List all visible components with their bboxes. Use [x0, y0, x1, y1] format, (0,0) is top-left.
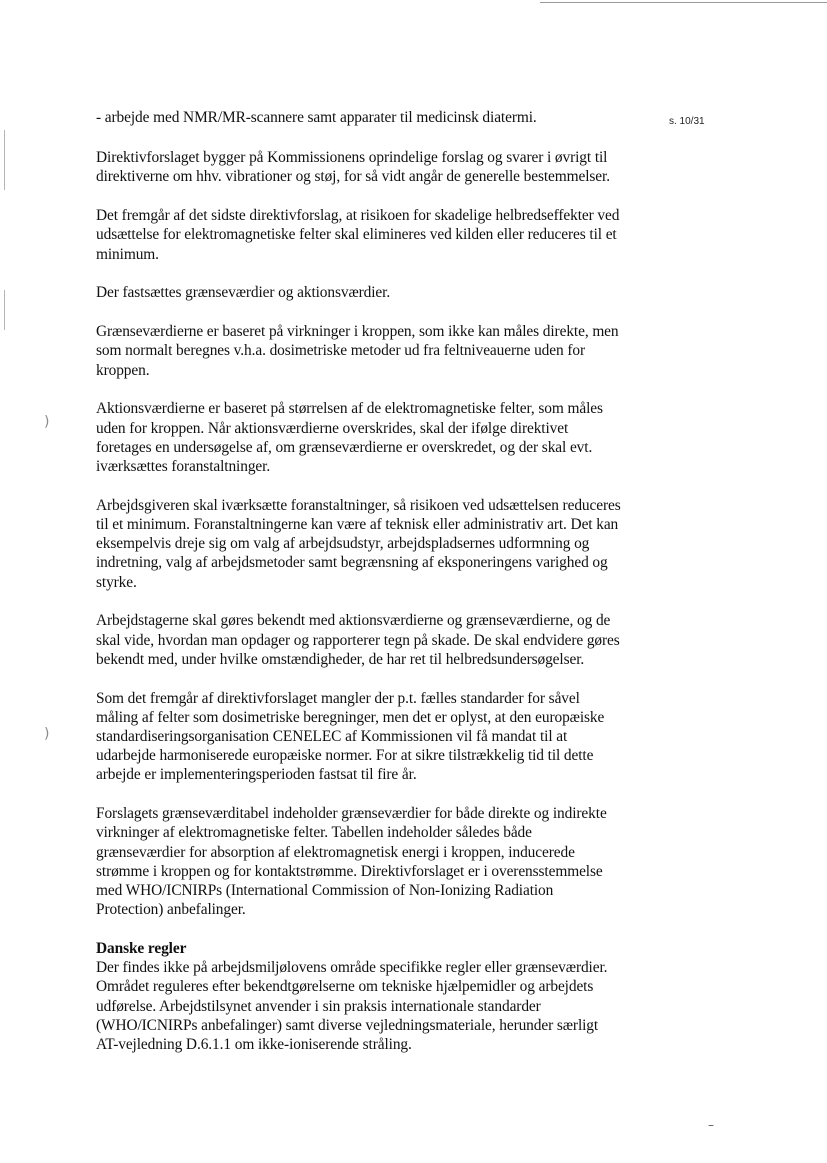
paragraph: Som det fremgår af direktivforslaget mangler der p.t. fælles standarder for såvel måling af felter som dosimetriske beregninger, men det er oplyst, at den europæiske standardiseringsorganisation CENELEC af Kommissionen vil få mandat til at udarbejde harmoniserede europæiske normer. For at sikre tilstrækkelig tid til dette arbejde er implementeringsperioden fastsat til fire år. [96, 689, 605, 784]
punch-hole-mark: ) [44, 414, 50, 430]
section-heading: Danske regler [96, 940, 187, 958]
paragraph: Arbejdsgiveren skal iværksætte foranstaltninger, så risikoen ved udsættelsen reduceres til et minimum. Foranstaltningerne kan være af teknisk eller administrativ art. Det kan eksempelvis dreje sig om valg af arbejdsudstyr, arbejdspladsernes udformning og indretning, valg af arbejdsmetoder samt begrænsning af eksponeringens varighed og styrke. [96, 496, 621, 591]
paragraph: Arbejdstagerne skal gøres bekendt med aktionsværdierne og grænseværdierne, og de skal vide, hvordan man opdager og rapporterer tegn på skade. De skal endvidere gøres bekendt med, under hvilke omstændigheder, de har ret til helbredsundersøgelser. [96, 612, 620, 668]
paragraph: Forslagets grænseværditabel indeholder grænseværdier for både direkte og indirekte virkninger af elektromagnetiske felter. Tabellen indeholder således både grænseværdier for absorption af elektromagnetisk energi i kroppen, inducerede strømme i kroppen og for kontaktstrømme. Direktivforslaget er i overensstemmelse med WHO/ICNIRPs (International Commission of Non-Ionizing Radiation Protection) anbefalinger. [96, 805, 607, 919]
paragraph: - arbejde med NMR/MR-scannere samt apparater til medicinsk diatermi. [96, 109, 537, 126]
paragraph: Det fremgår af det sidste direktivforslag, at risikoen for skadelige helbredseffekter ved udsættelse for elektromagnetiske felter skal elimineres ved kilden eller reduceres til et minimum. [96, 207, 620, 263]
scan-edge-line [540, 2, 827, 3]
paragraph: Grænseværdierne er baseret på virkninger i kroppen, som ikke kan måles direkte, men som normalt beregnes v.h.a. dosimetriske metoder ud fra feltniveauerne uden for kroppen. [96, 323, 619, 379]
document-body [96, 108, 621, 1054]
margin-scan-mark [4, 290, 5, 330]
paragraph: Der fastsættes grænseværdier og aktionsværdier. [96, 284, 391, 302]
punch-hole-mark: ) [44, 726, 50, 742]
paragraph: Aktionsværdierne er baseret på størrelsen af de elektromagnetiske felter, som måles uden for kroppen. Når aktionsværdierne overskrides, skal der ifølge direktivet foretages en undersøgelse af, om grænseværdierne er overskredet, og der skal evt. iværksættes foranstaltninger. [96, 400, 603, 476]
paragraph: Direktivforslaget bygger på Kommissionens oprindelige forslag og svarer i øvrigt til direktiverne om hhv. vibrationer og støj, for så vidt angår de generelle bestemmelser. [96, 149, 610, 186]
margin-scan-mark [4, 130, 5, 190]
page-number: s. 10/31 [669, 116, 705, 127]
section-paragraph: Der findes ikke på arbejdsmiljølovens område specifikke regler eller grænseværdier. Området reguleres efter bekendtgørelserne om tekniske hjælpemidler og arbejdets udførelse. Arbejdstilsynet anvender i sin praksis internationale standarder (WHO/ICNIRPs anbefalinger) samt diverse vejledningsmateriale, herunder særligt AT-vejledning D.6.1.1 om ikke-ioniserende stråling. [96, 959, 608, 1054]
scan-dash-mark: – [708, 1118, 714, 1132]
